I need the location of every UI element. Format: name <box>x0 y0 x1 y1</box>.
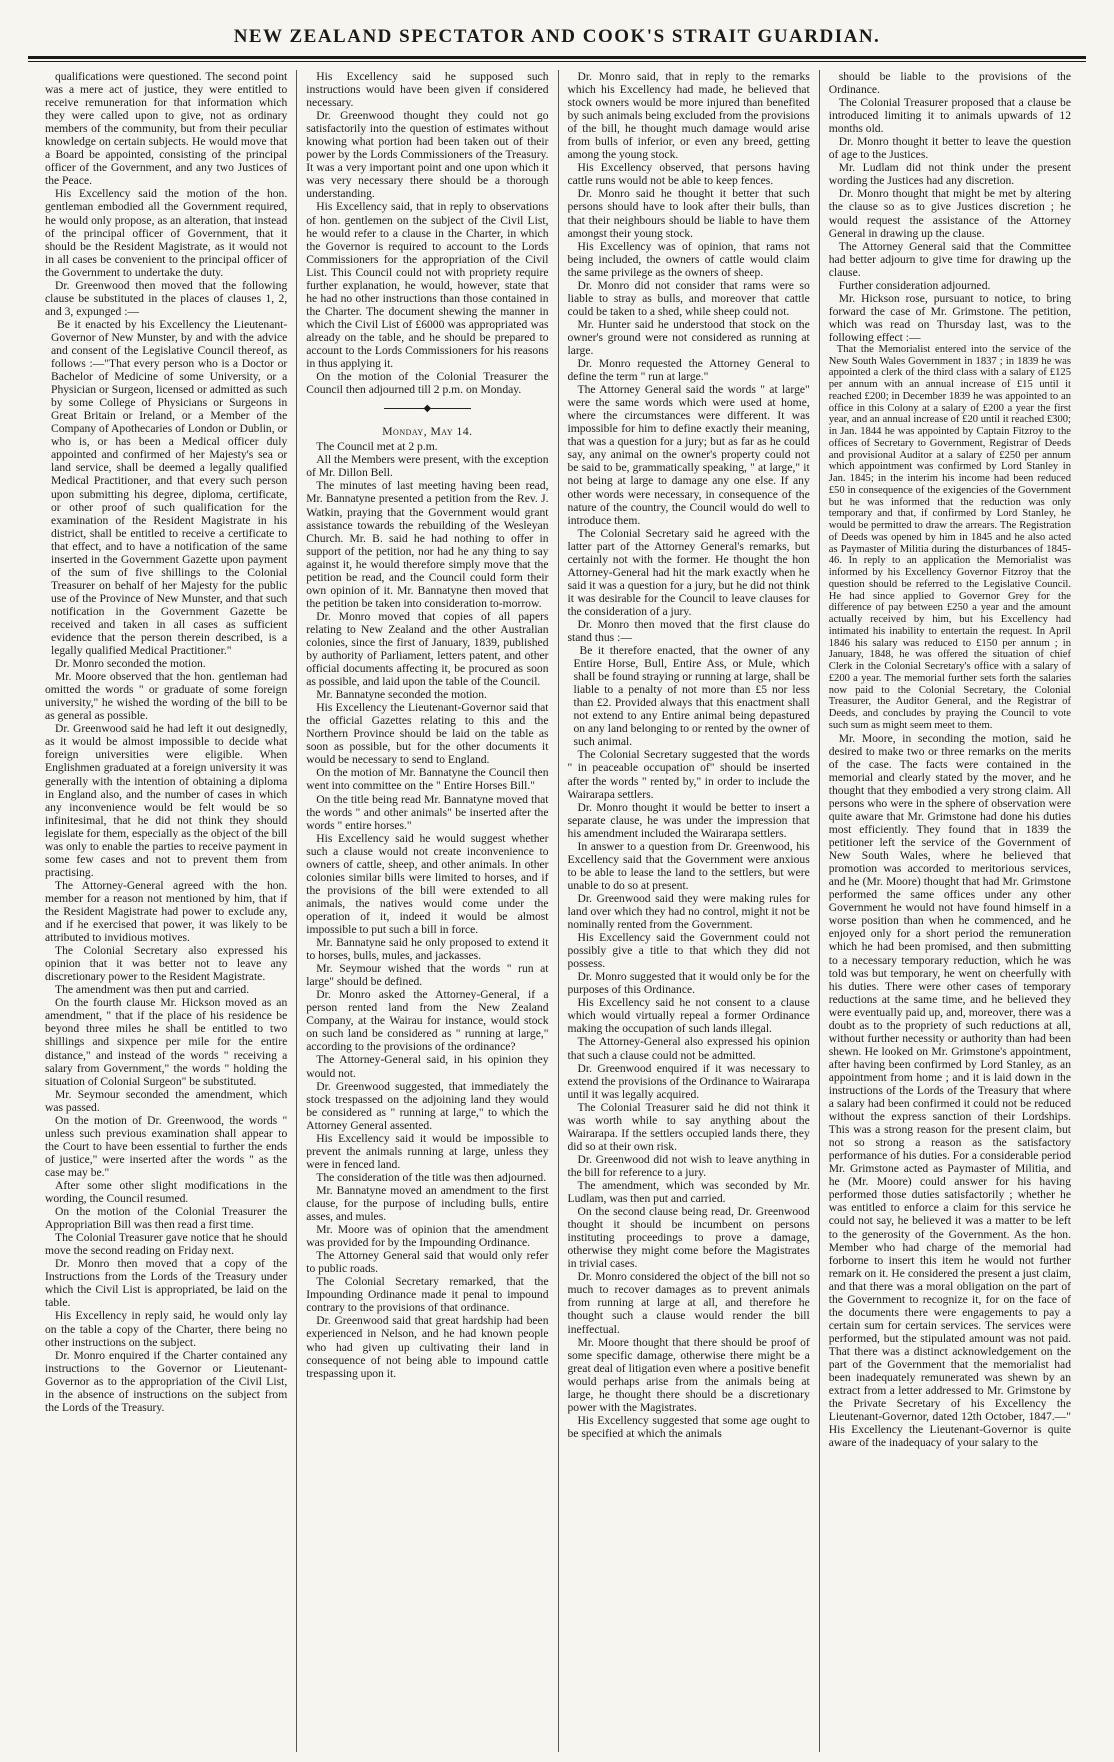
paragraph: qualifications were questioned. The second point was a mere act of justice, they were entitled to receive remuneration for that information which they were called upon to give, not as ordinary members of the community, but from their peculiar knowledge on certain subjects. He would move that a Board be appointed, consisting of the principal officer of the Government, and any two Justices of the Peace. <box>45 70 288 188</box>
masthead: NEW ZEALAND SPECTATOR AND COOK'S STRAIT GUARDIAN. <box>233 26 881 47</box>
paragraph: The Attorney-General also expressed his opinion that such a clause could not be admitted. <box>567 1035 810 1062</box>
paragraph: Be it therefore enacted, that the owner of any Entire Horse, Bull, Entire Ass, or Mule, which shall be found straying or running at large, shall be liable to a penalty of not more than £5 nor less than £2. Provided always that this enactment shall not extend to any Entire animal being depastured on any land belonging to or rented by the owner of such animal. <box>573 644 810 749</box>
paragraph: The Attorney General said that would only refer to public roads. <box>306 1249 549 1276</box>
paragraph: Dr. Greenwood did not wish to leave anything in the bill for reference to a jury. <box>567 1152 810 1179</box>
paragraph: His Excellency said he supposed such instructions would have been given if considered necessary. <box>306 70 549 110</box>
paragraph: His Excellency the Lieutenant-Governor said that the official Gazettes relating to this and the Northern Province should be laid on the table as soon as possible, but for the other documents it would be necessary to send to England. <box>306 701 549 767</box>
paragraph: Dr. Greenwood said that great hardship had been experienced in Nelson, and he had known people who had given up cultivating their land in consequence of not being able to impound cattle trespassing upon it. <box>306 1314 549 1380</box>
paragraph: On the second clause being read, Dr. Greenwood thought it should be incumbent on persons instituting proceedings to prove a damage, otherwise they might come before the Magistrates in trivial cases. <box>567 1205 810 1271</box>
paragraph: That the Memorialist entered into the service of the New South Wales Government in 1837 ; in 1839 he was appointed a clerk of the third class with a salary of £125 per annum with an annual increase of £15 until it reached £200; in December 1839 he was appointed to an office in this Colony at a salary of £200 a year the first year, and an annual increase of £20 until it reached £300; in Jan. 1844 he was appointed by Captain Fitzroy to the offices of Secretary to Government, Registrar of Deeds and provisional Auditor at a salary of £250 per annum which appointment was confirmed by Lord Stanley in Jan. 1845; in the interim his income had been reduced £50 in consequence of the exigencies of the Government but he was informed that the reduction was only temporary and that, if confirmed by Lord Stanley, he would be permitted to draw the arrears. The Registration of Deeds was opened by him in 1845 and he also acted as Paymaster of Militia during the disturbances of 1845-46. In reply to an application the Memorialist was informed by his Excellency Governor Fitzroy that the question should be referred to the Legislative Council. He had since applied to Governor Grey for the difference of pay between £250 a year and the amount actually received by him, but his Excellency had intimated his inability to entertain the request. In April 1846 his salary was reduced to £150 per annum ; in January, 1848, he was offered the situation of chief Clerk in the Colonial Secretary's office with a salary of £200 a year. The memorial further sets forth the salaries now paid to the Colonial Secretary, the Colonial Treasurer, the Auditor General, and the Registrar of Deeds, and concludes by praying the Council to vote such sum as might seem meet to them. <box>828 343 1072 731</box>
paragraph: On the motion of Mr. Bannatyne the Council then went into committee on the " Entire Horses Bill." <box>306 766 549 793</box>
paragraph: The Colonial Secretary also expressed his opinion that it was better not to leave any discretionary power to the Resident Magistrate. <box>45 944 288 984</box>
paragraph: The amendment, which was seconded by Mr. Ludlam, was then put and carried. <box>567 1178 810 1206</box>
paragraph: Dr. Monro then moved that the first clause do stand thus :— <box>567 617 810 645</box>
paragraph: On the motion of the Colonial Treasurer the Appropriation Bill was then read a first time. <box>45 1205 288 1232</box>
paragraph: Dr. Monro suggested that it would only be for the purposes of this Ordinance. <box>567 970 810 997</box>
paragraph: His Excellency said the motion of the hon. gentleman embodied all the Government required, he would only propose, as an alteration, that instead of the principal officer of Government, that it should be the Resident Magistrate, as it would not in all cases be convenient to the principal officer of the Government to undertake the duty. <box>45 187 288 279</box>
paragraph: Mr. Moore, in seconding the motion, said he desired to make two or three remarks on the merits of the case. The facts were contained in the memorial and clearly stated by the mover, and he thought that they embodied a very strong claim. All persons who were in the sphere of observation were quite aware that Mr. Grimstone had done his duties most efficiently. They found that in 1839 the petitioner left the service of the Government of New South Wales, where he believed that promotion was accorded to meritorious services, and he (Mr. Moore) thought that had Mr. Grimstone performed the same offices under any other Government he would not have found himself in a worse position than when he commenced, and he enjoyed only for a short period the remuneration which he had been promised, and then submitting to a necessary temporary reduction, which he was told was but temporary, he went on cheerfully with his duties. There were other cases of temporary reductions at the same time, and he believed they were eventually paid up, and, moreover, there was a doubt as to the propriety of such reductions at all, without further necessity or authority than had been shewn. He looked on Mr. Grimstone's appointment, after having been confirmed by Lord Stanley, as an appointment from home ; and it is laid down in the instructions of the Lords of the Treasury that where a salary had been confirmed it could not be reduced without the express sanction of their Lordships. This was a strong reason for the present claim, but not so strong a reason as the satisfactory performance of his duties. For a considerable period Mr. Grimstone acted as Paymaster of Militia, and he (Mr. Moore) could answer for his having performed those duties satisfactorily ; whether he was entitled to enforce a claim for this service he could not say, he believed it was a matter to be left to the generosity of the Government. As the hon. Member who had charge of the memorial had forborne to insert this item he would not further remark on it. He considered the present a just claim, and that there was a moral obligation on the part of the Government to recognize it, for on the face of the documents there were engagements to pay a certain sum for certain services. The services were performed, but the stipulated amount was not paid. That there was a distinct acknowledgement on the part of the Government that the memorialist had been inadequately remunerated was shewn by an extract from a letter addressed to Mr. Grimstone by the Private Secretary of his Excellency the Lieutenant-Governor, dated 12th October, 1847.—" His Excellency the Lieutenant-Governor is quite aware of the inadequacy of your salary to the <box>828 731 1071 1450</box>
paragraph: The Attorney General said that the Committee had better adjourn to give time for drawing up the clause. <box>828 239 1071 279</box>
paragraph: On the motion of the Colonial Treasurer the Council then adjourned till 2 p.m. on Monday. <box>306 370 549 397</box>
masthead-rule-thick <box>28 56 1086 59</box>
paragraph: Dr. Greenwood thought they could not go satisfactorily into the question of estimates without knowing what portion had been taken out of their power by the Lords Commissioners of the Treasury. It was a very important point and one upon which it was very necessary there should be a thorough understanding. <box>306 109 549 201</box>
paragraph: The Attorney General said the words " at large" were the same words which were used at home, where the circumstances were different. It was impossible for him to define exactly their meaning, that was a question for a jury; but as far as he could say, any animal on the owner's property could not be said to be, grammatically speaking, " at large," it not being at large to damage any one else. If any other words were necessary, in consequence of the nature of the country, the Council would do well to introduce them. <box>567 383 810 527</box>
paragraph: Dr. Monro thought it would be better to insert a separate clause, he was under the impression that his amendment included the Wairarapa settlers. <box>567 800 810 840</box>
paragraph: His Excellency said it would be impossible to prevent the animals running at large, unless they were in fenced land. <box>306 1131 549 1171</box>
section-ornament: ◆ <box>306 402 548 415</box>
column-3 <box>559 70 820 1752</box>
paragraph: Mr. Seymour wished that the words " run at large" should be defined. <box>306 962 549 989</box>
column-1 <box>36 70 297 1752</box>
paragraph: Dr. Monro requested the Attorney General to define the term " run at large." <box>567 357 810 384</box>
article-columns <box>36 70 1080 1752</box>
paragraph: Dr. Greenwood enquired if it was necessary to extend the provisions of the Ordinance to Wairarapa until it was legally acquired. <box>567 1061 810 1101</box>
paragraph: Mr. Moore was of opinion that the amendment was provided for by the Impounding Ordinance. <box>306 1223 549 1250</box>
paragraph: Dr. Monro did not consider that rams were so liable to stray as bulls, and moreover that cattle could be taken to a shed, while sheep could not. <box>567 278 810 318</box>
paragraph: His Excellency suggested that some age ought to be specified at which the animals <box>567 1413 810 1440</box>
paragraph: Dr. Greenwood then moved that the following clause be substituted in the places of clauses 1, 2, and 3, expunged :— <box>45 278 288 318</box>
paragraph: Dr. Greenwood said he had left it out designedly, as it would be almost impossible to decide what foreign universities were eligible. When Englishmen graduated at a foreign university it was generally with the intention of obtaining a diploma in England also, and the number of cases in which any inconvenience would be felt would be so infinitesimal, that he did not think they should legislate for them, especially as the object of the bill was only to enable the parties to receive payment in some few cases and not to prevent them from practising. <box>45 722 288 879</box>
paragraph: On the fourth clause Mr. Hickson moved as an amendment, " that if the place of his residence be beyond three miles he shall be entitled to two shillings and sixpence per mile for the entire distance," and instead of the words " receiving a salary from Government," the words " holding the situation of Colonial Surgeon" be substituted. <box>45 996 288 1088</box>
paragraph: The Colonial Treasurer gave notice that he should move the second reading on Friday next. <box>45 1231 288 1258</box>
paragraph: On the title being read Mr. Bannatyne moved that the words " and other animals" be inserted after the words " entire horses." <box>306 792 549 832</box>
paragraph: Dr. Monro considered the object of the bill not so much to recover damages as to prevent animals from running at large at all, and therefore he thought such a clause would render the bill ineffectual. <box>567 1270 810 1336</box>
paragraph: Mr. Hickson rose, pursuant to notice, to bring forward the case of Mr. Grimstone. The petition, which was read on Thursday last, was to the following effect :— <box>828 291 1071 344</box>
section-heading: Monday, May 14. <box>382 425 473 439</box>
paragraph: Mr. Ludlam did not think under the present wording the Justices had any discretion. <box>828 161 1071 188</box>
paragraph: Dr. Monro enquired if the Charter contained any instructions to the Governor or Lieutenant-Governor as to the appropriation of the Civil List, in the absence of instructions on the subject from the Lords of the Treasury. <box>45 1348 288 1414</box>
paragraph: On the motion of Dr. Greenwood, the words " unless such previous examination shall appear to the Court to have been essential to further the ends of justice," were inserted after the words " as the case may be." <box>45 1113 288 1179</box>
paragraph: His Excellency said he not consent to a clause which would virtually repeal a former Ordinance making the occupation of such lands illegal. <box>567 996 810 1036</box>
column-2 <box>297 70 558 1752</box>
paragraph: Mr. Seymour seconded the amendment, which was passed. <box>45 1087 288 1114</box>
paragraph: After some other slight modifications in the wording, the Council resumed. <box>45 1178 288 1206</box>
paragraph: The amendment was then put and carried. <box>55 983 250 997</box>
paragraph: should be liable to the provisions of the Ordinance. <box>828 70 1071 97</box>
paragraph: Dr. Monro asked the Attorney-General, if a person rented land from the New Zealand Company, at the Wairau for instance, would stock on such land be considered as " running at large," according to the provisions of the ordinance? <box>306 988 549 1054</box>
paragraph: Dr. Monro thought it better to leave the question of age to the Justices. <box>828 135 1071 162</box>
paragraph: The Colonial Treasurer said he did not think it was worth while to say anything about the Wairarapa. If the settlers occupied lands there, they did so at their own risk. <box>567 1100 810 1153</box>
paragraph: Dr. Monro then moved that a copy of the Instructions from the Lords of the Treasury under which the Civil List is appropriated, be laid on the table. <box>45 1257 288 1310</box>
masthead-rule-thin <box>28 61 1086 62</box>
paragraph: Mr. Bannatyne seconded the motion. <box>316 688 487 702</box>
paragraph: Mr. Moore thought that there should be proof of some specific damage, otherwise there might be a great deal of litigation even where a positive benefit would perhaps arise from the animals being at large, he thought there should be a discretionary power with the Magistrates. <box>567 1335 810 1414</box>
paragraph: His Excellency said he would suggest whether such a clause would not create inconvenience to owners of cattle, sheep, and other animals. In other colonies similar bills were limited to horses, and if the provisions of the bill were extended to all animals, the natives would come under the operation of it, indeed it would be almost impossible to put such a bill in force. <box>306 831 549 936</box>
paragraph: Mr. Hunter said he understood that stock on the owner's ground were not considered as running at large. <box>567 317 810 357</box>
paragraph: His Excellency was of opinion, that rams not being included, the owners of cattle would claim the same privilege as the owners of sheep. <box>567 239 810 279</box>
paragraph: His Excellency said, that in reply to observations of hon. gentlemen on the subject of the Civil List, he would refer to a clause in the Charter, in which the Governor is required to account to the Lords Commissioners for the appropriation of the Civil List. This Council could not with propriety require further explanation, he would, however, state that he had no other instructions than those contained in the Charter. The document shewing the manner in which the Civil List of £6000 was appropriated was already on the table, and he should be prepared to account to the Lords Commissioners for his reasons in thus applying it. <box>306 200 549 371</box>
paragraph: Be it enacted by his Excellency the Lieutenant-Governor of New Munster, by and with the advice and consent of the Legislative Council thereof, as follows :—"That every person who is a Doctor or Bachelor of Medicine of some University, or a Physician or Surgeon, licensed or admitted as such by some College of Physicians or Surgeons in Great Britain or Ireland, or a Member of the Company of Apothecaries of London or Dublin, or who is, or has been a Medical officer duly appointed and confirmed of her Majesty's sea or land service, shall be deemed a legally qualified Medical Practitioner, and that every such person upon submitting his degree, diploma, certificate, or other proof of such qualification for the examination of the Resident Magistrate in his district, shall be entitled to receive a certificate to that effect, and to have a notification of the same inserted in the Government Gazette upon payment of the sum of five shillings to the Colonial Treasurer on behalf of her Majesty for the public use of the Province of New Munster, and that such notification in the Government Gazette be received and taken in all cases as sufficient evidence that the person therein described, is a legally qualified Medical Practitioner." <box>51 317 288 658</box>
paragraph: The minutes of last meeting having been read, Mr. Bannatyne presented a petition from the Rev. J. Watkin, praying that the Government would grant assistance towards the rebuilding of the Wesleyan Church. Mr. B. said he had nothing to offer in support of the petition, nor had he any thing to say against it, he would therefore simply move that the petition be read, and the Council could form their own opinion of it. Mr. Bannatyne then moved that the petition be taken into consideration to-morrow. <box>306 479 549 610</box>
paragraph: Mr. Bannatyne moved an amendment to the first clause, for the purpose of including bulls, entire asses, and mules. <box>306 1183 549 1224</box>
paragraph: Dr. Monro seconded the motion. <box>55 657 206 671</box>
paragraph: Dr. Monro thought that might be met by altering the clause so as to give Justices discretion ; he would request the assistance of the Attorney General in drawing up the clause. <box>828 187 1071 240</box>
paragraph: Mr. Moore observed that the hon. gentleman had omitted the words " or graduate of some foreign university," he wished the wording of the bill to be as general as possible. <box>45 670 288 723</box>
paragraph: The Attorney-General agreed with the hon. member for a reason not mentioned by him, that if the Resident Magistrate had power to exclude any, and if he exercised that power, it was likely to be attributed to invidious motives. <box>45 878 288 945</box>
paragraph: The Council met at 2 p.m. <box>316 440 438 454</box>
paragraph: Dr. Monro moved that copies of all papers relating to New Zealand and the other Australian colonies, since the first of January, 1839, published by authority of Parliament, letters patent, and other official documents affecting it, be procured as soon as possible, and laid upon the table of the Council. <box>306 609 549 689</box>
paragraph: Dr. Monro said he thought it better that such persons should have to look after their bulls, than that their neighbours should be liable to have them amongst their young stock. <box>567 187 810 240</box>
paragraph: In answer to a question from Dr. Greenwood, his Excellency said that the Government were anxious to be able to lease the land to the settlers, but were unable to do so at present. <box>567 839 810 892</box>
paragraph: The Attorney-General said, in his opinion they would not. <box>306 1053 549 1080</box>
paragraph: Mr. Bannatyne said he only proposed to extend it to horses, bulls, mules, and jackasses. <box>306 936 549 963</box>
paragraph: The consideration of the title was then adjourned. <box>316 1170 547 1184</box>
paragraph: The Colonial Treasurer proposed that a clause be introduced limiting it to animals upwards of 12 months old. <box>828 96 1071 136</box>
paragraph: His Excellency in reply said, he would only lay on the table a copy of the Charter, there being no other instructions on the subject. <box>45 1309 288 1349</box>
paragraph: Dr. Greenwood said they were making rules for land over which they had no control, might it not be nominally rented from the Government. <box>567 891 810 932</box>
paragraph: All the Members were present, with the exception of Mr. Dillon Bell. <box>306 453 549 480</box>
paragraph: The Colonial Secretary suggested that the words " in peaceable occupation of" should be inserted after the words " rented by," in order to include the Wairarapa settlers. <box>567 748 810 801</box>
paragraph: The Colonial Secretary remarked, that the Impounding Ordinance made it penal to impound contrary to the provisions of that ordinance. <box>306 1275 549 1315</box>
paragraph: His Excellency said the Government could not possibly give a title to that which they did not possess. <box>567 931 810 971</box>
paragraph: Dr. Greenwood suggested, that immediately the stock trespassed on the adjoining land they would be considered as " running at large," to which the Attorney General assented. <box>306 1079 549 1132</box>
paragraph: His Excellency observed, that persons having cattle runs would not be able to keep fences. <box>567 161 810 188</box>
paragraph: Further consideration adjourned. <box>838 278 991 292</box>
paragraph: Dr. Monro said, that in reply to the remarks which his Excellency had made, he believed that stock owners would be more injured than benefited by such animals being excluded from the provisions of the bill, he thought much damage would arise from bulls of inferior, or even any breed, getting among the young stock. <box>567 70 810 162</box>
paragraph: The Colonial Secretary said he agreed with the latter part of the Attorney General's remarks, but certainly not with the former. He thought the hon Attorney-General had hit the mark exactly when he said it was a question for a jury, but he did not think it was desirable for the Council to leave clauses for the consideration of a jury. <box>567 526 810 618</box>
column-4 <box>820 70 1080 1752</box>
